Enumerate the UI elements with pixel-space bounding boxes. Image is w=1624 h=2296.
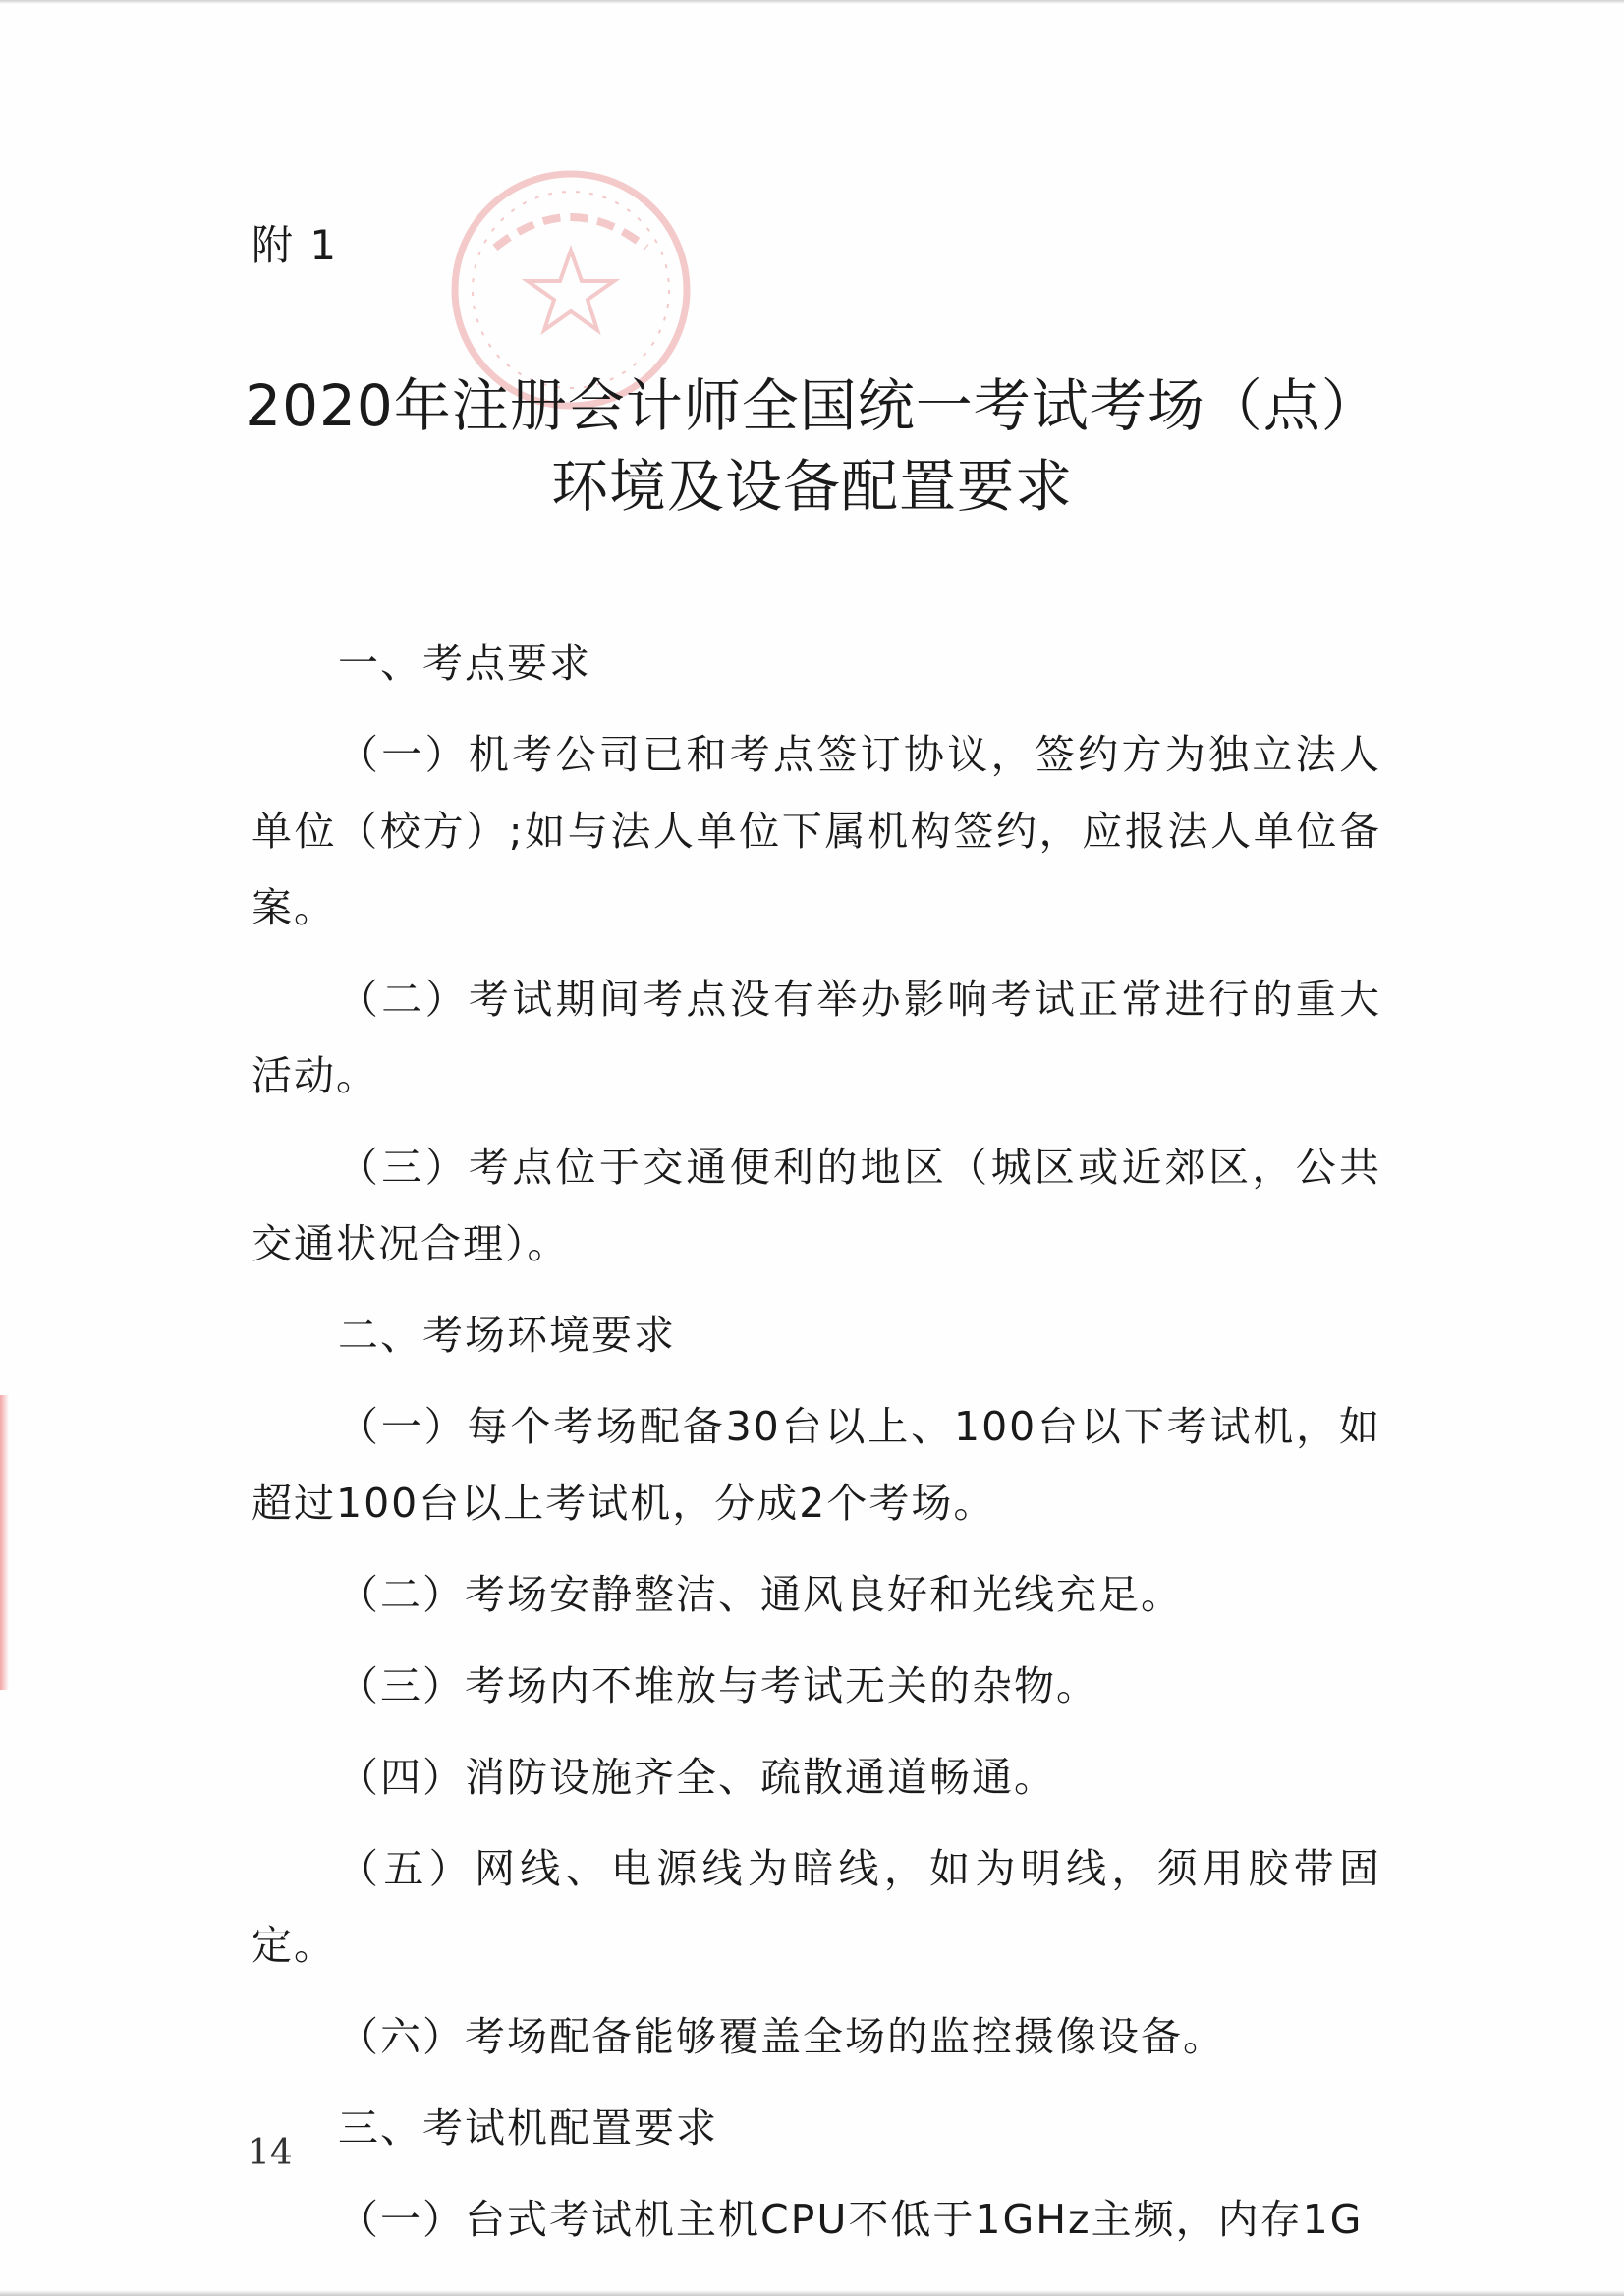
annex-label: 附 1	[252, 221, 339, 269]
binding-edge-mark	[0, 1395, 9, 1690]
paragraph-item: （一）机考公司已和考点签订协议，签约方为独立法人单位（校方）;如与法人单位下属机构签约，应报法人单位备案。	[252, 731, 1381, 931]
paragraph-item: （二）考试期间考点没有举办影响考试正常进行的重大活动。	[252, 976, 1381, 1099]
document-title	[147, 365, 1477, 527]
section-heading-computers: 三、考试机配置要求	[338, 2104, 718, 2152]
paragraph-item: （四）消防设施齐全、疏散通道畅通。	[338, 1754, 1056, 1801]
scan-edge-top	[0, 0, 1624, 4]
paragraph-item: （二）考场安静整洁、通风良好和光线充足。	[338, 1571, 1183, 1618]
paragraph-item: （三）考点位于交通便利的地区（城区或近郊区，公共交通状况合理）。	[252, 1144, 1381, 1267]
paragraph-item: （三）考场内不堆放与考试无关的杂物。	[338, 1662, 1098, 1709]
title-line-1: 2020年注册会计师全国统一考试考场（点）	[245, 372, 1379, 439]
section-heading-environment: 二、考场环境要求	[338, 1312, 676, 1359]
document-body	[252, 625, 1381, 2272]
paragraph-item: （一）台式考试机主机CPU不低于1GHz主频，内存1G	[338, 2196, 1364, 2243]
section-heading-venue: 一、考点要求	[338, 640, 591, 687]
title-line-2: 环境及设备配置要求	[550, 453, 1073, 520]
paragraph-item: （五）网线、电源线为暗线，如为明线，须用胶带固定。	[252, 1845, 1381, 1969]
page-number: 14	[248, 2133, 293, 2173]
scan-edge-bottom	[0, 2290, 1624, 2296]
paragraph-item: （一）每个考场配备30台以上、100台以下考试机，如超过100台以上考试机，分成2个考场。	[252, 1403, 1381, 1527]
paragraph-item: （六）考场配备能够覆盖全场的监控摄像设备。	[338, 2013, 1225, 2060]
